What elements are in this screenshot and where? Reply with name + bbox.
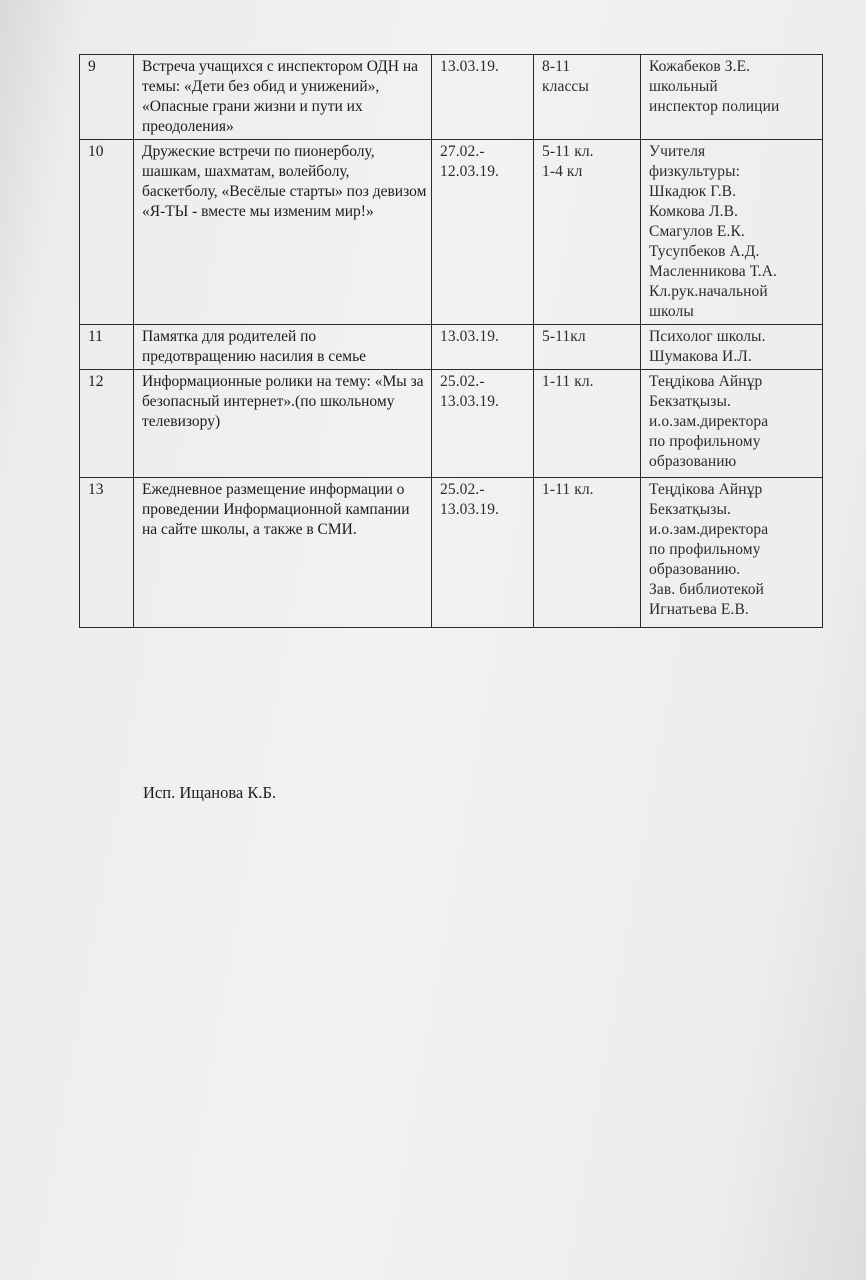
event-description: Дружеские встречи по пионерболу, шашкам, шахматам, волейболу, баскетболу, «Весёлые старты» поз девизом «Я-ТЫ - вместе мы изменим мир!» [134,140,432,325]
class-line: 1-11 кл. [542,481,594,498]
resp-line: Комкова Л.В. [649,203,738,220]
responsible-persons [641,370,823,478]
target-classes [534,478,641,628]
class-line: классы [542,78,589,95]
event-dates [432,55,534,140]
row-number: 12 [80,370,134,478]
target-classes [534,370,641,478]
event-description: Ежедневное размещение информации о проведении Информационной кампании на сайте школы, а также в СМИ. [134,478,432,628]
executor-signature: Исп. Ищанова К.Б. [143,783,277,802]
resp-line: Кл.рук.начальной [649,283,768,300]
table-row [80,55,823,140]
target-classes [534,325,641,370]
class-line: 5-11кл [542,328,586,345]
resp-line: Тусупбеков А.Д. [649,243,760,260]
date-line: 27.02.- [440,143,485,160]
date-line: 25.02.- [440,373,485,390]
resp-line: Шумакова И.Л. [649,348,752,365]
resp-line: Бекзатқызы. [649,393,731,410]
table-row [80,140,823,325]
resp-line: образованию [649,453,737,470]
resp-line: инспектор полиции [649,98,780,115]
responsible-persons [641,325,823,370]
event-dates [432,325,534,370]
resp-line: школы [649,303,694,320]
class-line: 1-4 кл [542,163,583,180]
event-description: Встреча учащихся с инспектором ОДН на темы: «Дети без обид и унижений», «Опасные грани жизни и пути их преодоления» [134,55,432,140]
responsible-persons [641,478,823,628]
events-table [79,54,823,628]
event-dates [432,140,534,325]
events-table-body [80,55,823,628]
event-description: Памятка для родителей по предотвращению насилия в семье [134,325,432,370]
resp-line: и.о.зам.директора [649,413,769,430]
table-row [80,478,823,628]
resp-line: Теңдікова Айнұр [649,481,763,498]
resp-line: физкультуры: [649,163,741,180]
row-number: 10 [80,140,134,325]
resp-line: по профильному [649,541,761,558]
resp-line: Психолог школы. [649,328,766,345]
responsible-persons [641,55,823,140]
class-line: 8-11 [542,58,571,75]
event-dates [432,370,534,478]
resp-line: Зав. библиотекой [649,581,765,598]
row-number: 9 [80,55,134,140]
resp-line: Шкадюк Г.В. [649,183,737,200]
resp-line: Учителя [649,143,706,160]
date-line: 13.03.19. [440,393,500,410]
resp-line: Смагулов Е.К. [649,223,745,240]
date-line: 12.03.19. [440,163,500,180]
table-row [80,370,823,478]
resp-line: Теңдікова Айнұр [649,373,763,390]
event-dates [432,478,534,628]
target-classes [534,55,641,140]
class-line: 1-11 кл. [542,373,594,390]
date-line: 25.02.- [440,481,485,498]
table-row [80,325,823,370]
resp-line: Кожабеков З.Е. [649,58,751,75]
date-line: 13.03.19. [440,501,500,518]
resp-line: Бекзатқызы. [649,501,731,518]
responsible-persons [641,140,823,325]
date-line: 13.03.19. [440,58,500,75]
row-number: 13 [80,478,134,628]
resp-line: Масленникова Т.А. [649,263,777,280]
resp-line: Игнатьева Е.В. [649,601,749,618]
class-line: 5-11 кл. [542,143,594,160]
resp-line: по профильному [649,433,761,450]
resp-line: образованию. [649,561,741,578]
resp-line: школьный [649,78,718,95]
date-line: 13.03.19. [440,328,500,345]
event-description: Информационные ролики на тему: «Мы за безопасный интернет».(по школьному телевизору) [134,370,432,478]
target-classes [534,140,641,325]
resp-line: и.о.зам.директора [649,521,769,538]
row-number: 11 [80,325,134,370]
